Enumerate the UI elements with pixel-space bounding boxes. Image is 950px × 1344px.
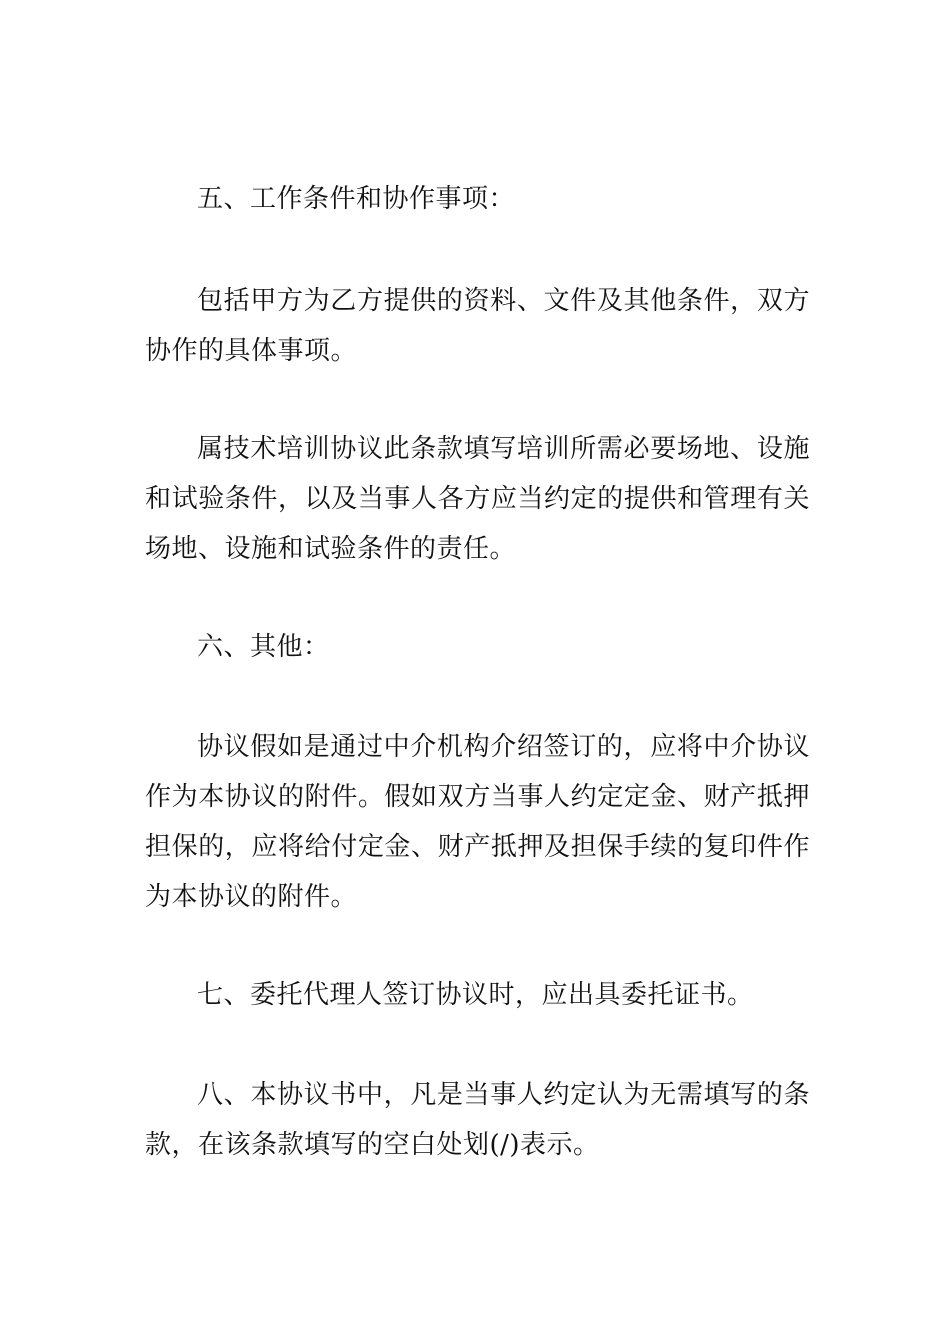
section-eight-paragraph: 八、本协议书中，凡是当事人约定认为无需填写的条款，在该条款填写的空白处划(/)表示。 (145, 1080, 810, 1160)
paragraph-attachments: 协议假如是通过中介机构介绍签订的，应将中介协议作为本协议的附件。假如双方当事人约定定金、财产抵押担保的，应将给付定金、财产抵押及担保手续的复印件作为本协议的附件。 (145, 732, 810, 912)
paragraph-training-facilities: 属技术培训协议此条款填写培训所需必要场地、设施和试验条件，以及当事人各方应当约定的提供和管理有关场地、设施和试验条件的责任。 (145, 434, 810, 564)
section-six-heading: 六、其他： (197, 632, 330, 662)
section-five-heading: 五、工作条件和协作事项： (197, 184, 516, 214)
section-seven-paragraph: 七、委托代理人签订协议时，应出具委托证书。 (197, 980, 754, 1010)
paragraph-work-conditions: 包括甲方为乙方提供的资料、文件及其他条件，双方协作的具体事项。 (145, 286, 810, 366)
